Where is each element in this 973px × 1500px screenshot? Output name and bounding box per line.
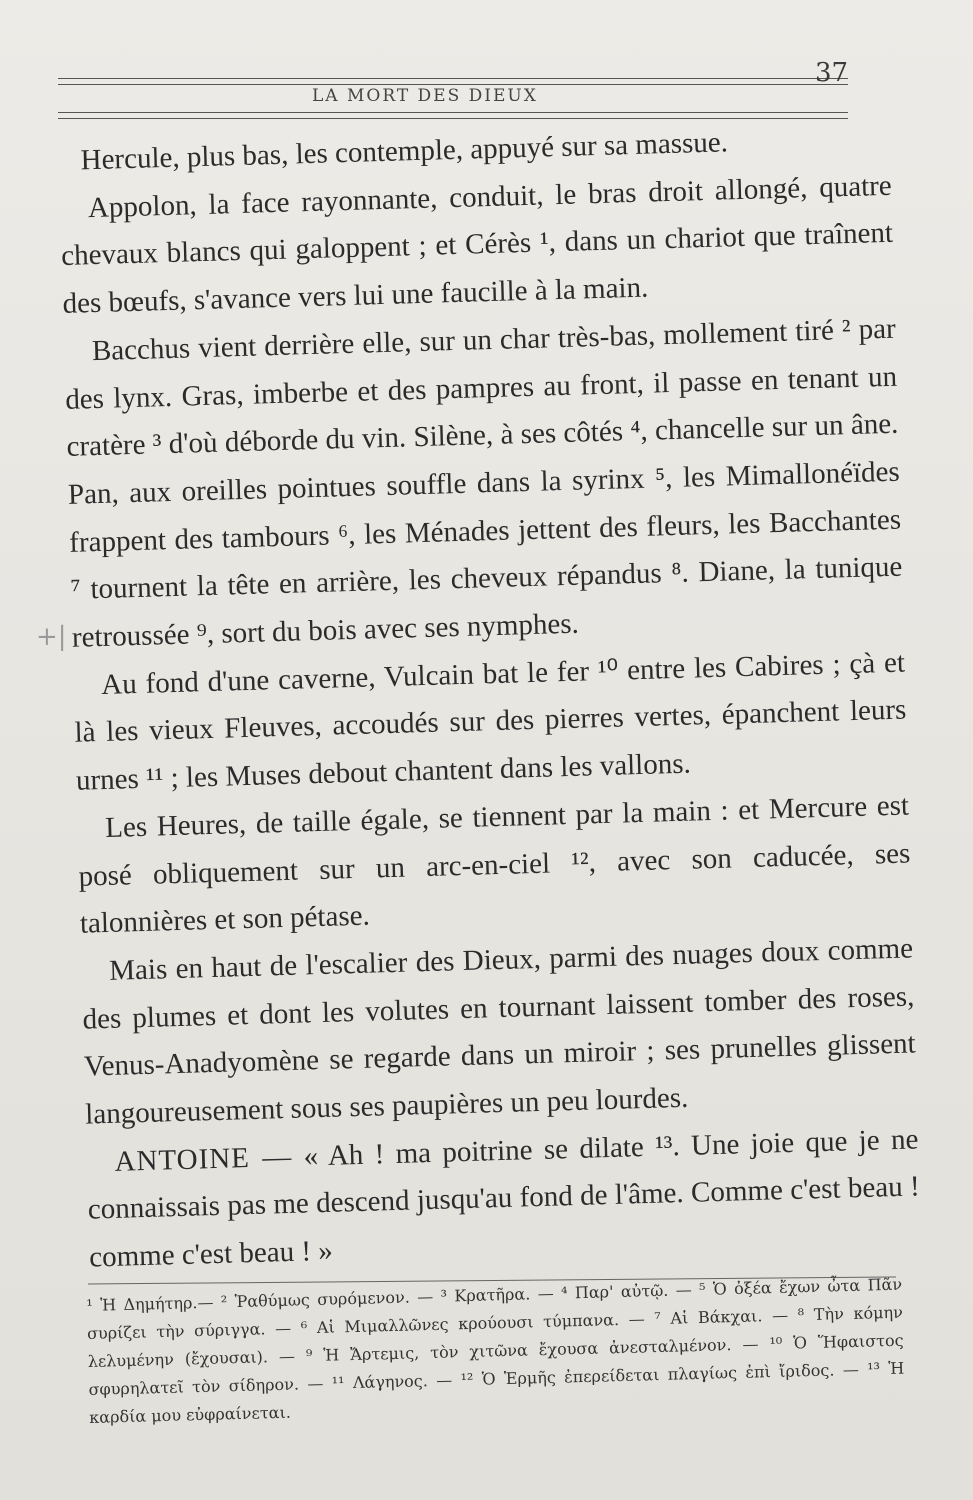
paragraph: Hercule, plus bas, les contemple, appuyé sur sa massue. bbox=[80, 126, 729, 177]
page-number: 37 bbox=[815, 58, 849, 88]
paragraph: Au fond d'une caverne, Vulcain bat le fer ¹⁰ entre les Cabires ; çà et là les vieux Fleuves, accoudés sur des pierres vertes, épanchent leurs urnes ¹¹ ; les Muses debout chantent dans les vallons. bbox=[74, 646, 907, 797]
footnotes bbox=[86, 1271, 905, 1432]
paragraph: Bacchus vient derrière elle, sur un char très-bas, mollement tiré ² par des lynx. Gras, imberbe et des pampres au front, il passe en tenant un cratère ³ d'où déborde du vin. Silène, à ses côtés ⁴, chancelle sur un âne. Pan, aux oreilles pointues souffle dans la syrinx ⁵, les Mimallonéïdes frappent des tambours ⁶, les Ménades jettent des fleurs, les Bacchantes ⁷ tournent la tête en arrière, les cheveux répandus ⁸. Diane, la tunique retroussée ⁹, sort du bois avec ses nymphes. bbox=[64, 312, 903, 654]
paragraph: Appolon, la face rayonnante, conduit, le bras droit allongé, quatre chevaux blancs qui galoppent ; et Cérès ¹, dans un chariot que traînent des bœufs, s'avance vers lui une faucille à la main. bbox=[60, 169, 894, 321]
margin-mark: +| bbox=[36, 622, 67, 652]
speech-paragraph bbox=[86, 1116, 922, 1282]
header-rule-top-2 bbox=[58, 84, 848, 85]
speaker-label: ANTOINE — bbox=[114, 1140, 293, 1178]
header-rule-bottom bbox=[58, 112, 848, 113]
footnote-text: ¹ Ἡ Δημήτηρ.— ² Ῥαθύμως συρόμενον. — ³ Κρατῆρα. — ⁴ Παρ' αὐτῷ. — ⁵ Ὁ ὀξέα ἔχων ὦτα Πᾶν συρίζει τὴν σύριγγα. — ⁶ Αἱ Μιμαλλῶνες κρούουσι τύμπανα. — ⁷ Αἱ Βάκχαι. — ⁸ Τὴν κόμην λελυμένην (ἔχουσαι). — ⁹ Ἡ Ἄρτεμις, τὸν χιτῶνα ἔχουσα ἀνεσταλμένον. — ¹⁰ Ὁ Ἥφαιστος σφυρηλατεῖ τὸν σίδηρον. — ¹¹ Λάγηνος. — ¹² Ὁ Ἑρμῆς ἐπερείδεται πλαγίως ἐπὶ ἴριδος. — ¹³ Ἡ καρδία μου εὐφραίνεται. bbox=[86, 1274, 905, 1427]
paragraph: Les Heures, de taille égale, se tiennent par la main : et Mercure est posé obliquement sur un arc-en-ciel ¹², avec son caducée, ses talonnières et son pétase. bbox=[78, 789, 911, 940]
paragraph: Mais en haut de l'escalier des Dieux, parmi des nuages doux comme des plumes et dont les volutes en tournant laissent tomber des roses, Venus-Anadyomène se regarde dans un miroir ; ses prunelles glissent langoureusement sous ses paupières un peu lourdes. bbox=[82, 932, 917, 1131]
body-text bbox=[58, 115, 922, 1283]
header-rule-top bbox=[58, 78, 848, 79]
speech-text: « Ah ! ma poitrine se dilate ¹³. Une joie que je ne connaissais pas me descend jusqu'au fond de l'âme. Comme c'est beau ! comme c'est beau ! » bbox=[87, 1123, 921, 1274]
running-header: LA MORT DES DIEUX bbox=[312, 86, 538, 106]
